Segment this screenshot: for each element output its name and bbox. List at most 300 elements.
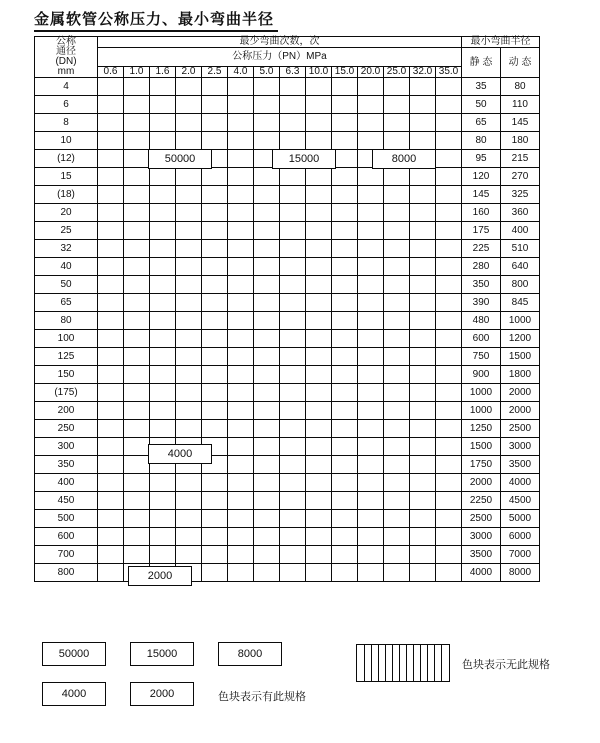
radius-static-cell: 50 xyxy=(462,96,501,114)
pressure-cell xyxy=(202,240,228,258)
pressure-cell xyxy=(436,420,462,438)
legend-blank-swatch xyxy=(356,644,450,682)
pressure-cell xyxy=(280,348,306,366)
table-row xyxy=(35,258,540,276)
radius-dynamic-cell: 3000 xyxy=(501,438,540,456)
pressure-cell xyxy=(124,150,150,168)
dn-cell: 700 xyxy=(35,546,98,564)
radius-dynamic-cell: 145 xyxy=(501,114,540,132)
pressure-cell xyxy=(384,276,410,294)
pressure-cell xyxy=(280,402,306,420)
pressure-col-header: 25.0 xyxy=(384,67,410,78)
pressure-cell xyxy=(254,402,280,420)
pressure-cell xyxy=(436,510,462,528)
pressure-cell xyxy=(150,402,176,420)
dn-cell: (175) xyxy=(35,384,98,402)
pressure-cell xyxy=(228,474,254,492)
grid-callout: 2000 xyxy=(128,566,192,586)
grid-callout: 15000 xyxy=(272,149,336,169)
pressure-cell xyxy=(410,492,436,510)
dn-cell: 125 xyxy=(35,348,98,366)
pressure-cell xyxy=(306,564,332,582)
pressure-cell xyxy=(124,240,150,258)
pressure-cell xyxy=(436,402,462,420)
pressure-cell xyxy=(384,168,410,186)
table-row xyxy=(35,132,540,150)
pressure-cell xyxy=(176,114,202,132)
pressure-cell xyxy=(280,474,306,492)
pressure-cell xyxy=(306,114,332,132)
table-header-row-1 xyxy=(35,37,540,48)
pressure-cell xyxy=(436,528,462,546)
table-row xyxy=(35,294,540,312)
table-row xyxy=(35,186,540,204)
pressure-cell xyxy=(98,168,124,186)
pressure-cell xyxy=(254,114,280,132)
pressure-cell xyxy=(202,78,228,96)
pressure-cell xyxy=(436,186,462,204)
legend-blank-note: 色块表示无此规格 xyxy=(462,659,550,671)
pressure-col-header: 35.0 xyxy=(436,67,462,78)
pressure-cell xyxy=(98,402,124,420)
dn-cell: 32 xyxy=(35,240,98,258)
pressure-cell xyxy=(98,384,124,402)
pressure-cell xyxy=(98,312,124,330)
pressure-cell xyxy=(358,456,384,474)
pressure-cell xyxy=(436,384,462,402)
pressure-cell xyxy=(254,492,280,510)
radius-dynamic-cell: 6000 xyxy=(501,528,540,546)
pressure-cell xyxy=(202,186,228,204)
dn-cell: 20 xyxy=(35,204,98,222)
pressure-cell xyxy=(358,114,384,132)
pressure-cell xyxy=(358,438,384,456)
radius-static-cell: 1000 xyxy=(462,384,501,402)
pressure-cell xyxy=(228,312,254,330)
pressure-cell xyxy=(280,276,306,294)
radius-static-cell: 1250 xyxy=(462,420,501,438)
dn-cell: 6 xyxy=(35,96,98,114)
pressure-cell xyxy=(124,276,150,294)
pressure-cell xyxy=(176,78,202,96)
pressure-cell xyxy=(228,204,254,222)
pressure-cell xyxy=(332,510,358,528)
pressure-cell xyxy=(332,168,358,186)
dn-cell: 40 xyxy=(35,258,98,276)
pressure-cell xyxy=(228,78,254,96)
pressure-cell xyxy=(98,438,124,456)
pressure-cell xyxy=(176,276,202,294)
pressure-cell xyxy=(280,456,306,474)
pressure-cell xyxy=(150,240,176,258)
pressure-cell xyxy=(150,384,176,402)
table-row xyxy=(35,78,540,96)
pressure-cell xyxy=(280,366,306,384)
pressure-cell xyxy=(332,492,358,510)
dn-cell: (12) xyxy=(35,150,98,168)
pressure-cell xyxy=(98,474,124,492)
pressure-cell xyxy=(306,348,332,366)
pressure-cell xyxy=(202,312,228,330)
pressure-cell xyxy=(228,456,254,474)
pressure-cell xyxy=(228,546,254,564)
pressure-cell xyxy=(358,402,384,420)
pressure-cell xyxy=(332,528,358,546)
pressure-cell xyxy=(98,240,124,258)
pressure-cell xyxy=(436,222,462,240)
legend-color-note: 色块表示有此规格 xyxy=(218,691,306,703)
radius-dynamic-cell: 2000 xyxy=(501,402,540,420)
pressure-cell xyxy=(358,204,384,222)
legend-box-2000: 2000 xyxy=(130,682,194,706)
radius-static-cell: 145 xyxy=(462,186,501,204)
pressure-cell xyxy=(254,330,280,348)
pressure-cell xyxy=(358,96,384,114)
title-underline xyxy=(34,30,278,32)
pressure-cell xyxy=(98,132,124,150)
table-header-row-2 xyxy=(35,48,540,67)
pressure-cell xyxy=(150,222,176,240)
pressure-cell xyxy=(306,384,332,402)
table-row xyxy=(35,330,540,348)
radius-static-cell: 95 xyxy=(462,150,501,168)
pressure-cell xyxy=(150,420,176,438)
pressure-cell xyxy=(228,438,254,456)
pressure-cell xyxy=(358,258,384,276)
radius-static-cell: 2250 xyxy=(462,492,501,510)
pressure-cell xyxy=(202,546,228,564)
pressure-cell xyxy=(410,474,436,492)
radius-static-cell: 175 xyxy=(462,222,501,240)
pressure-cell xyxy=(436,474,462,492)
pressure-cell xyxy=(384,384,410,402)
pressure-cell xyxy=(358,312,384,330)
pressure-cell xyxy=(306,510,332,528)
pressure-cell xyxy=(358,492,384,510)
pressure-cell xyxy=(254,276,280,294)
pressure-cell xyxy=(124,132,150,150)
pressure-cell xyxy=(150,474,176,492)
pressure-cell xyxy=(332,456,358,474)
pressure-cell xyxy=(384,456,410,474)
pressure-cell xyxy=(150,186,176,204)
pressure-cell xyxy=(384,546,410,564)
pressure-cell xyxy=(228,420,254,438)
pressure-cell xyxy=(436,456,462,474)
pressure-cell xyxy=(202,114,228,132)
pressure-cell xyxy=(306,330,332,348)
pressure-cell xyxy=(124,258,150,276)
pressure-cell xyxy=(98,366,124,384)
pressure-cell xyxy=(384,420,410,438)
radius-static-cell: 3000 xyxy=(462,528,501,546)
radius-dynamic-cell: 800 xyxy=(501,276,540,294)
radius-dynamic-cell: 2000 xyxy=(501,384,540,402)
pressure-cell xyxy=(176,132,202,150)
pressure-cell xyxy=(254,528,280,546)
table-row xyxy=(35,348,540,366)
pressure-cell xyxy=(436,312,462,330)
pressure-cell xyxy=(150,366,176,384)
pressure-col-header: 6.3 xyxy=(280,67,306,78)
dn-cell: 80 xyxy=(35,312,98,330)
pressure-cell xyxy=(280,528,306,546)
pressure-cell xyxy=(124,528,150,546)
radius-dynamic-cell: 1200 xyxy=(501,330,540,348)
pressure-cell xyxy=(228,348,254,366)
pressure-cell xyxy=(436,96,462,114)
pressure-cell xyxy=(124,366,150,384)
pressure-cell xyxy=(228,240,254,258)
radius-dynamic-cell: 215 xyxy=(501,150,540,168)
table-row xyxy=(35,564,540,582)
pressure-cell xyxy=(254,204,280,222)
pressure-cell xyxy=(410,258,436,276)
pressure-cell xyxy=(202,510,228,528)
pressure-col-header: 1.6 xyxy=(150,67,176,78)
pressure-cell xyxy=(358,78,384,96)
pressure-cell xyxy=(384,312,410,330)
pressure-cell xyxy=(124,420,150,438)
pressure-cell xyxy=(124,96,150,114)
pressure-cell xyxy=(98,492,124,510)
pressure-cell xyxy=(384,114,410,132)
dn-header xyxy=(35,37,98,78)
pressure-cell xyxy=(202,276,228,294)
pressure-cell xyxy=(306,312,332,330)
pressure-cell xyxy=(176,474,202,492)
pressure-col-header: 1.0 xyxy=(124,67,150,78)
table-row xyxy=(35,402,540,420)
pressure-cell xyxy=(280,492,306,510)
pressure-cell xyxy=(280,186,306,204)
pressure-cell xyxy=(410,402,436,420)
pressure-cell xyxy=(176,384,202,402)
pressure-cell xyxy=(124,510,150,528)
pressure-cell xyxy=(280,132,306,150)
pressure-cell xyxy=(202,366,228,384)
radius-static-cell: 35 xyxy=(462,78,501,96)
pressure-cell xyxy=(98,456,124,474)
pressure-cell xyxy=(280,78,306,96)
pressure-cell xyxy=(358,420,384,438)
dn-cell: 400 xyxy=(35,474,98,492)
pressure-cell xyxy=(306,78,332,96)
pressure-cell xyxy=(306,132,332,150)
radius-static-cell: 750 xyxy=(462,348,501,366)
pressure-cell xyxy=(280,546,306,564)
pressure-cell xyxy=(358,132,384,150)
grid-callout: 8000 xyxy=(372,149,436,169)
pressure-cell xyxy=(410,528,436,546)
pressure-cell xyxy=(332,438,358,456)
radius-dynamic-cell: 180 xyxy=(501,132,540,150)
pressure-cell xyxy=(228,186,254,204)
pressure-cell xyxy=(280,330,306,348)
pressure-cell xyxy=(280,510,306,528)
pressure-cell xyxy=(124,78,150,96)
pressure-cell xyxy=(150,528,176,546)
pressure-cell xyxy=(436,348,462,366)
pressure-cell xyxy=(202,348,228,366)
radius-dynamic-cell: 270 xyxy=(501,168,540,186)
pressure-cell xyxy=(410,546,436,564)
pressure-cell xyxy=(254,132,280,150)
pressure-cell xyxy=(176,402,202,420)
table-row xyxy=(35,240,540,258)
pressure-cell xyxy=(202,132,228,150)
pressure-cell xyxy=(280,114,306,132)
pressure-cell xyxy=(98,96,124,114)
pressure-cell xyxy=(124,204,150,222)
pressure-cell xyxy=(358,528,384,546)
pressure-cell xyxy=(176,510,202,528)
pressure-cell xyxy=(124,168,150,186)
dn-cell: 25 xyxy=(35,222,98,240)
pressure-cell xyxy=(332,420,358,438)
pressure-cell xyxy=(358,330,384,348)
pressure-col-header: 32.0 xyxy=(410,67,436,78)
pressure-cell xyxy=(124,186,150,204)
pressure-cell xyxy=(124,492,150,510)
dn-cell: 350 xyxy=(35,456,98,474)
pressure-cell xyxy=(332,384,358,402)
pressure-cell xyxy=(176,222,202,240)
radius-static-cell: 65 xyxy=(462,114,501,132)
pressure-cell xyxy=(384,132,410,150)
radius-static-cell: 480 xyxy=(462,312,501,330)
pressure-cell xyxy=(254,384,280,402)
dn-cell: 10 xyxy=(35,132,98,150)
radius-static-header: 静 态 xyxy=(462,48,501,78)
radius-static-cell: 225 xyxy=(462,240,501,258)
radius-dynamic-cell: 1500 xyxy=(501,348,540,366)
pressure-cell xyxy=(124,474,150,492)
pressure-cell xyxy=(332,132,358,150)
pressure-cell xyxy=(436,78,462,96)
pressure-cell xyxy=(150,276,176,294)
pressure-cell xyxy=(254,312,280,330)
pressure-cell xyxy=(176,528,202,546)
pressure-cell xyxy=(358,294,384,312)
pressure-cell xyxy=(176,348,202,366)
radius-static-cell: 1000 xyxy=(462,402,501,420)
pressure-cell xyxy=(150,114,176,132)
table-row xyxy=(35,438,540,456)
pressure-cell xyxy=(124,222,150,240)
pressure-cell xyxy=(228,330,254,348)
dn-cell: 100 xyxy=(35,330,98,348)
pressure-cell xyxy=(202,420,228,438)
pressure-cell xyxy=(254,564,280,582)
table-row xyxy=(35,204,540,222)
radius-static-cell: 3500 xyxy=(462,546,501,564)
pressure-cell xyxy=(410,456,436,474)
pressure-cell xyxy=(410,564,436,582)
pressure-cell xyxy=(98,294,124,312)
pressure-cell xyxy=(306,528,332,546)
pressure-cell xyxy=(150,204,176,222)
pressure-cell xyxy=(124,114,150,132)
pressure-cell xyxy=(228,366,254,384)
dn-cell: 50 xyxy=(35,276,98,294)
pressure-cell xyxy=(176,330,202,348)
pressure-cell xyxy=(150,294,176,312)
pressure-cell xyxy=(332,186,358,204)
pressure-cell xyxy=(98,186,124,204)
pressure-cell xyxy=(384,78,410,96)
pressure-col-header: 4.0 xyxy=(228,67,254,78)
pressure-cell xyxy=(332,546,358,564)
pressure-cell xyxy=(436,276,462,294)
table-row xyxy=(35,384,540,402)
dn-header-line4: mm xyxy=(57,66,75,77)
grid-callout: 50000 xyxy=(148,149,212,169)
pressure-cell xyxy=(306,366,332,384)
pressure-cell xyxy=(254,258,280,276)
dn-cell: 150 xyxy=(35,366,98,384)
pressure-cell xyxy=(228,96,254,114)
pressure-cell xyxy=(280,222,306,240)
pressure-cell xyxy=(228,168,254,186)
pressure-cell xyxy=(384,402,410,420)
pressure-cell xyxy=(358,510,384,528)
table-row xyxy=(35,492,540,510)
pressure-cell xyxy=(254,348,280,366)
pressure-cell xyxy=(202,96,228,114)
pressure-cell xyxy=(280,240,306,258)
table-row xyxy=(35,366,540,384)
dn-cell: 200 xyxy=(35,402,98,420)
pressure-cell xyxy=(384,492,410,510)
pressure-cell xyxy=(306,546,332,564)
radius-dynamic-cell: 2500 xyxy=(501,420,540,438)
pressure-cell xyxy=(332,474,358,492)
pressure-cell xyxy=(358,384,384,402)
dn-cell: 300 xyxy=(35,438,98,456)
radius-static-cell: 350 xyxy=(462,276,501,294)
pressure-cell xyxy=(410,186,436,204)
pressure-col-header: 20.0 xyxy=(358,67,384,78)
pressure-cell xyxy=(410,348,436,366)
pressure-col-header: 2.0 xyxy=(176,67,202,78)
pressure-cell xyxy=(176,168,202,186)
radius-dynamic-cell: 400 xyxy=(501,222,540,240)
page-title: 金属软管公称压力、最小弯曲半径 xyxy=(34,12,275,28)
pressure-cell xyxy=(358,240,384,258)
radius-dynamic-cell: 845 xyxy=(501,294,540,312)
radius-static-cell: 2500 xyxy=(462,510,501,528)
pressure-cell xyxy=(306,456,332,474)
pressure-cell xyxy=(150,78,176,96)
radius-dynamic-cell: 8000 xyxy=(501,564,540,582)
table-row xyxy=(35,546,540,564)
pressure-cell xyxy=(98,510,124,528)
pressure-cell xyxy=(98,150,124,168)
pressure-col-header: 10.0 xyxy=(306,67,332,78)
table-row xyxy=(35,474,540,492)
pressure-cell xyxy=(176,366,202,384)
pressure-cell xyxy=(176,492,202,510)
pressure-cell xyxy=(280,564,306,582)
dn-cell: 65 xyxy=(35,294,98,312)
pressure-cell xyxy=(436,330,462,348)
table-head xyxy=(35,37,540,78)
pressure-cell xyxy=(436,258,462,276)
radius-static-cell: 4000 xyxy=(462,564,501,582)
pressure-cell xyxy=(124,402,150,420)
radius-static-cell: 80 xyxy=(462,132,501,150)
